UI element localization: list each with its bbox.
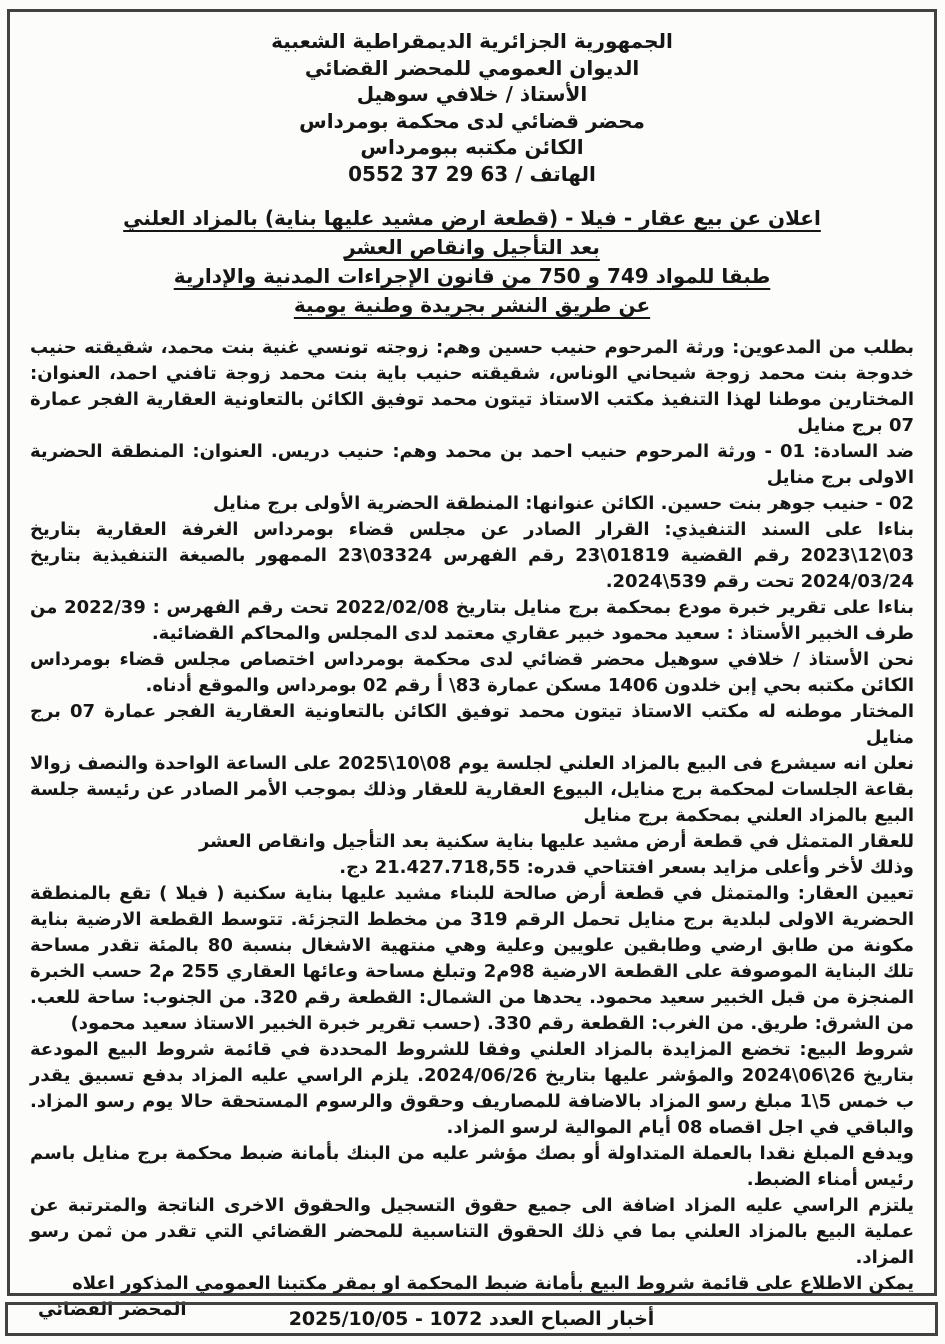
title-line-postponement: بعد التأجيل وانقاص العشر [344, 235, 600, 259]
body-paragraph-opening-price: وذلك لأخر وأعلى مزايد بسعر افتتاحي قدره: 21.427.718,55 دج. [339, 857, 914, 878]
phone-line: الهاتف / 63 29 37 0552 [348, 161, 596, 186]
letterhead [30, 28, 914, 187]
newspaper-issue-date: أخبار الصباح العدد 1072 - 2025/10/05 [288, 1308, 655, 1330]
body-paragraph-auction-session: نعلن انه سيشرع فى البيع بالمزاد العلني لجلسة يوم 08\10\2025 على الساعة الواحدة والنصف زوالا بقاعة الجلسات لمحكمة برج منايل، البيوع العقارية للعقار وذلك بموجب الأمر الصادر عن رئيسة جلسة البيع بالمزاد العلني بمحكمة برج منايل [30, 753, 915, 826]
republic-title-line: الجمهورية الجزائرية الديمقراطية الشعبية [271, 29, 673, 53]
body-paragraph-fees-obligation: يلتزم الراسي عليه المزاد اضافة الى جميع حقوق التسجيل والحقوق الاخرى الناتجة والمترتبة عن عملية البيع بالمزاد العلني بما في ذلك الحقوق التناسبية للمحضر القضائي التي تقدر من ثمن رسو المزاد. [30, 1195, 914, 1268]
body-paragraph-defendants-2: 02 - حنيب جوهر بنت حسين. الكائن عنوانها: المنطقة الحضرية الأولى برج منايل [212, 493, 914, 514]
body-paragraph-defendants-1: ضد السادة: 01 - ورثة المرحوم حنيب احمد بن محمد وهم: حنيب دريس. العنوان: المنطقة الحضرية الاولى برج منايل [30, 441, 915, 488]
announcement-body [30, 335, 914, 1323]
body-paragraph-consultation-note: يمكن الاطلاع على قائمة شروط البيع بأمانة ضبط المحكمة او بمقر مكتبنا العمومي المذكور اعلاه [72, 1273, 914, 1294]
body-paragraph-property-summary: للعقار المتمثل في قطعة أرض مشيد عليها بناية سكنية بعد التأجيل وانقاص العشر [198, 831, 914, 852]
bailiff-name-line: الأستاذ / خلافي سوهيل [356, 82, 588, 106]
title-line-publication: عن طريق النشر بجريدة وطنية يومية [293, 293, 651, 317]
body-paragraph-payment-method: ويدفع المبلغ نقدا بالعملة المتداولة أو بصك مؤشر عليه من البنك بأمانة ضبط محكمة برج منايل باسم رئيس أمناء الضبط. [30, 1143, 914, 1190]
body-paragraph-plaintiffs: بطلب من المدعوين: ورثة المرحوم حنيب حسين وهم: زوجته تونسي غنية بنت محمد، شقيقته حنيب خدوجة بنت محمد زوجة شيحاني الوناس، شقيقته حنيب باية بنت محمد زوجة تافني احمد، العنوان: المختارين موطنا لهذا التنفيذ مكتب الاستاذ تيتون محمد توفيق الكائن بالتعاونية العقارية الفجر عمارة 07 برج منايل [30, 337, 914, 436]
body-paragraph-elected-domicile: المختار موطنه له مكتب الاستاذ تيتون محمد توفيق الكائن بالتعاونية العقارية الفجر عمارة 07 برج منايل [30, 701, 914, 748]
bailiff-role-line: محضر قضائي لدى محكمة بومرداس [299, 108, 645, 133]
body-paragraph-expert-report: بناءا على تقرير خبرة مودع بمحكمة برج منايل بتاريخ 2022/02/08 تحت رقم الفهرس : 2022/39 من طرف الخبير الأستاذ : سعيد محمود خبير عقاري معتمد لدى المجلس والمحاكم القضائية. [30, 597, 914, 644]
announcement-title [30, 204, 914, 320]
office-location-line: الكائن مكتبه ببومرداس [360, 135, 584, 159]
title-line-sale: اعلان عن بيع عقار - فيلا - (قطعة ارض مشيد عليها بناية) بالمزاد العلني [123, 206, 821, 230]
signature-line: المحضر القضائي [38, 1299, 187, 1320]
body-paragraph-sale-conditions: شروط البيع: تخضع المزايدة بالمزاد العلني وفقا للشروط المحددة في قائمة شروط البيع المودعة بتاريخ 26\06\2024 والمؤشر عليها بتاريخ 2024/06/26. يلزم الراسي عليه المزاد بدفع تسبيق يقدر ب خمس 5\1 مبلغ رسو المزاد بالاضافة للمصاريف وحقوق والرسوم المستحقة حالا يوم رسو المزاد. والباقي في اجل اقصاه 08 أيام الموالية لرسو المزاد. [30, 1039, 915, 1138]
body-paragraph-property-description: تعيين العقار: والمتمثل في قطعة أرض صالحة للبناء مشيد عليها بناية سكنية ( فيلا ) تقع بالمنطقة الحضرية الاولى لبلدية برج منايل تحمل الرقم 319 من مخطط التجزئة. تتوسط القطعة الارضية بناية مكونة من طابق ارضي وطابقين علويين وعلية وهي منتهية الاشغال بنسبة 80 بالمئة تقدر مساحة تلك البناية الموصوفة على القطعة الارضية 98م2 وتبلغ مساحة وعائها العقاري 255 م2 حسب الخبرة المنجزة من قبل الخبير سعيد محمود. يحدها من الشمال: القطعة رقم 320. من الجنوب: ساحة للعب. من الشرق: طريق. من الغرب: القطعة رقم 330. (حسب تقرير خبرة الخبير الاستاذ سعيد محمود) [30, 883, 915, 1034]
newspaper-footer-band [5, 1302, 938, 1336]
title-line-legal-articles: طبقا للمواد 749 و 750 من قانون الإجراءات المدنية والإدارية [173, 264, 771, 288]
body-paragraph-executive-title: بناءا على السند التنفيذي: القرار الصادر عن مجلس قضاء بومرداس الغرفة العقارية بتاريخ 03\12\2023 رقم القضية 01819\23 رقم الفهرس 03324\23 الممهور بالصيغة التنفيذية بتاريخ 2024/03/24 تحت رقم 539\2024. [30, 519, 914, 592]
body-paragraph-bailiff-declaration: نحن الأستاذ / خلافي سوهيل محضر قضائي لدى محكمة بومرداس اختصاص مجلس قضاء بومرداس الكائن مكتبه بحي إبن خلدون 1406 مسكن عمارة 83\ أ رقم 02 بومرداس والموقع أدناه. [30, 649, 914, 696]
office-name-line: الديوان العمومي للمحضر القضائي [304, 55, 640, 80]
